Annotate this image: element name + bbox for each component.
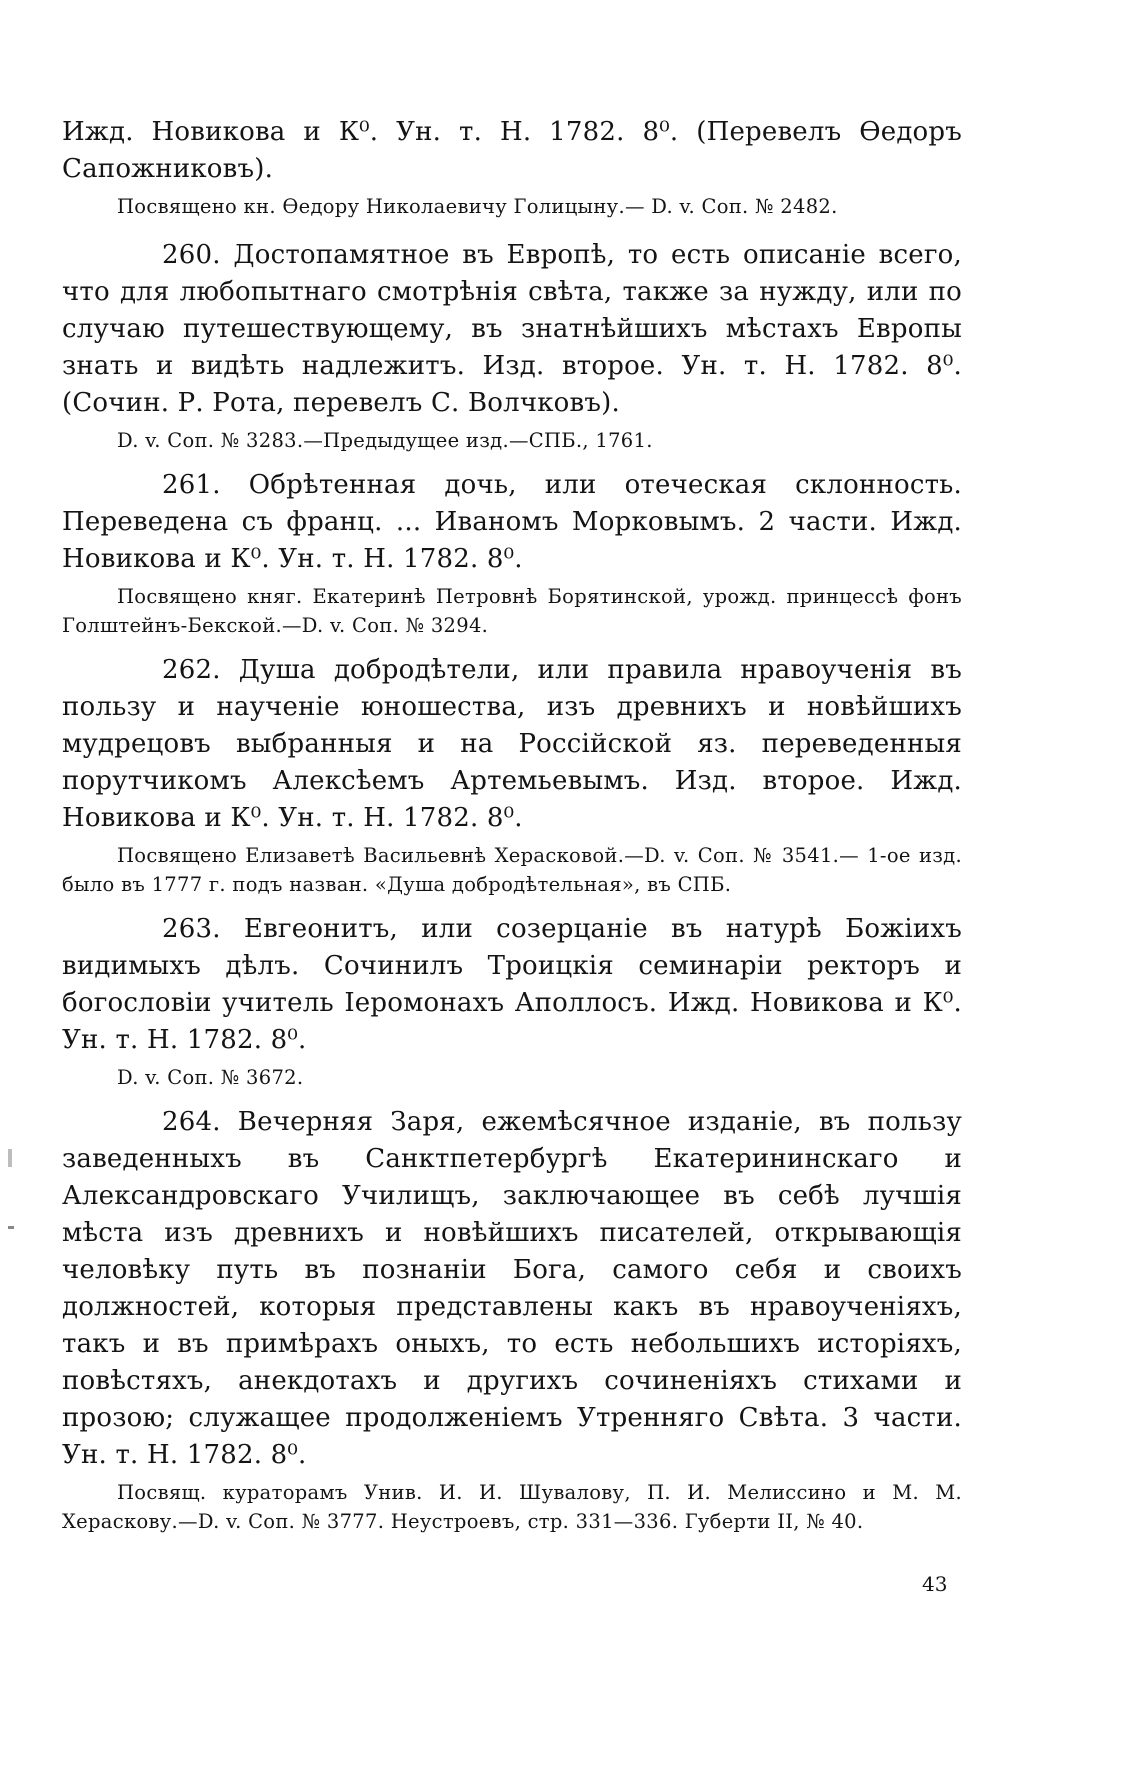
entry-main-text: Ижд. Новикова и К⁰. Ун. т. Н. 1782. 8⁰. (Перевелъ Өедоръ Сапожниковъ). [62, 117, 962, 184]
entry-note-text: Посвящено княг. Екатеринѣ Петровнѣ Борятинской, урожд. принцессѣ фонъ Голштейнъ-Бекской.—D. v. Соп. № 3294. [62, 585, 962, 637]
page-number: 43 [922, 1572, 948, 1596]
entry-main-text: 261. Обрѣтенная дочь, или отеческая склонность. Переведена съ франц. ... Иваномъ Морковымъ. 2 части. Ижд. Новикова и К⁰. Ун. т. Н. 1782. 8⁰. [62, 470, 962, 574]
margin-smudge [8, 1149, 12, 1167]
entry-main-text: 264. Вечерняя Заря, ежемѣсячное изданіе, въ пользу заведенныхъ въ Санктпетербургѣ Екатерининскаго и Александровскаго Училищъ, заключающее въ себѣ лучшія мѣста изъ древнихъ и новѣйшихъ писателей, открывающія человѣку путь въ познаніи Бога, самого себя и своихъ должностей, которыя представлены какъ въ нравоученіяхъ, такъ и въ примѣрахъ оныхъ, то есть небольшихъ исторіяхъ, повѣстяхъ, анекдотахъ и другихъ сочиненіяхъ стихами и прозою; служащее продолженіемъ Утренняго Свѣта. 3 части. Ун. т. Н. 1782. 8⁰. [62, 1107, 962, 1470]
entry-260 [62, 237, 962, 455]
margin-dash [8, 1226, 14, 1229]
entry-note-text: D. v. Соп. № 3283.—Предыдущее изд.—СПБ., 1761. [117, 429, 653, 452]
entry-261 [62, 467, 962, 640]
entry-263 [62, 911, 962, 1092]
entry-continuation [62, 114, 962, 221]
entry-main-text: 263. Евгеонитъ, или созерцаніе въ натурѣ Божіихъ видимыхъ дѣлъ. Сочинилъ Троицкія семинаріи ректоръ и богословіи учитель Іеромонахъ Аполлосъ. Ижд. Новикова и К⁰. Ун. т. Н. 1782. 8⁰. [62, 914, 962, 1055]
entry-note-text: Посвящ. кураторамъ Унив. И. И. Шувалову, П. И. Мелиссино и М. М. Хераскову.—D. v. Соп. № 3777. Неустроевъ, стр. 331—336. Губерти II, № 40. [62, 1481, 962, 1533]
entry-main-text: 260. Достопамятное въ Европѣ, то есть описаніе всего, что для любопытнаго смотрѣнія свѣта, также за нужду, или по случаю путешествующему, въ знатнѣйшихъ мѣстахъ Европы знать и видѣть надлежитъ. Изд. второе. Ун. т. Н. 1782. 8⁰. (Сочин. Р. Рота, перевелъ С. Волчковъ). [62, 240, 962, 418]
entry-264 [62, 1104, 962, 1536]
entry-262 [62, 652, 962, 899]
entry-main-text: 262. Душа добродѣтели, или правила нравоученія въ пользу и наученіе юношества, изъ древнихъ и новѣйшихъ мудрецовъ выбранныя и на Россійской яз. переведенныя порутчикомъ Алексѣемъ Артемьевымъ. Изд. второе. Ижд. Новикова и К⁰. Ун. т. Н. 1782. 8⁰. [62, 655, 962, 833]
page-body [62, 114, 962, 1548]
entry-note-text: Посвящено Елизаветѣ Васильевнѣ Херасковой.—D. v. Соп. № 3541.— 1-ое изд. было въ 1777 г. подъ назван. «Душа добродѣтельная», въ СПБ. [62, 844, 962, 896]
entry-note-text: D. v. Соп. № 3672. [117, 1066, 304, 1089]
entry-note-text: Посвящено кн. Өедору Николаевичу Голицыну.— D. v. Соп. № 2482. [117, 195, 838, 218]
